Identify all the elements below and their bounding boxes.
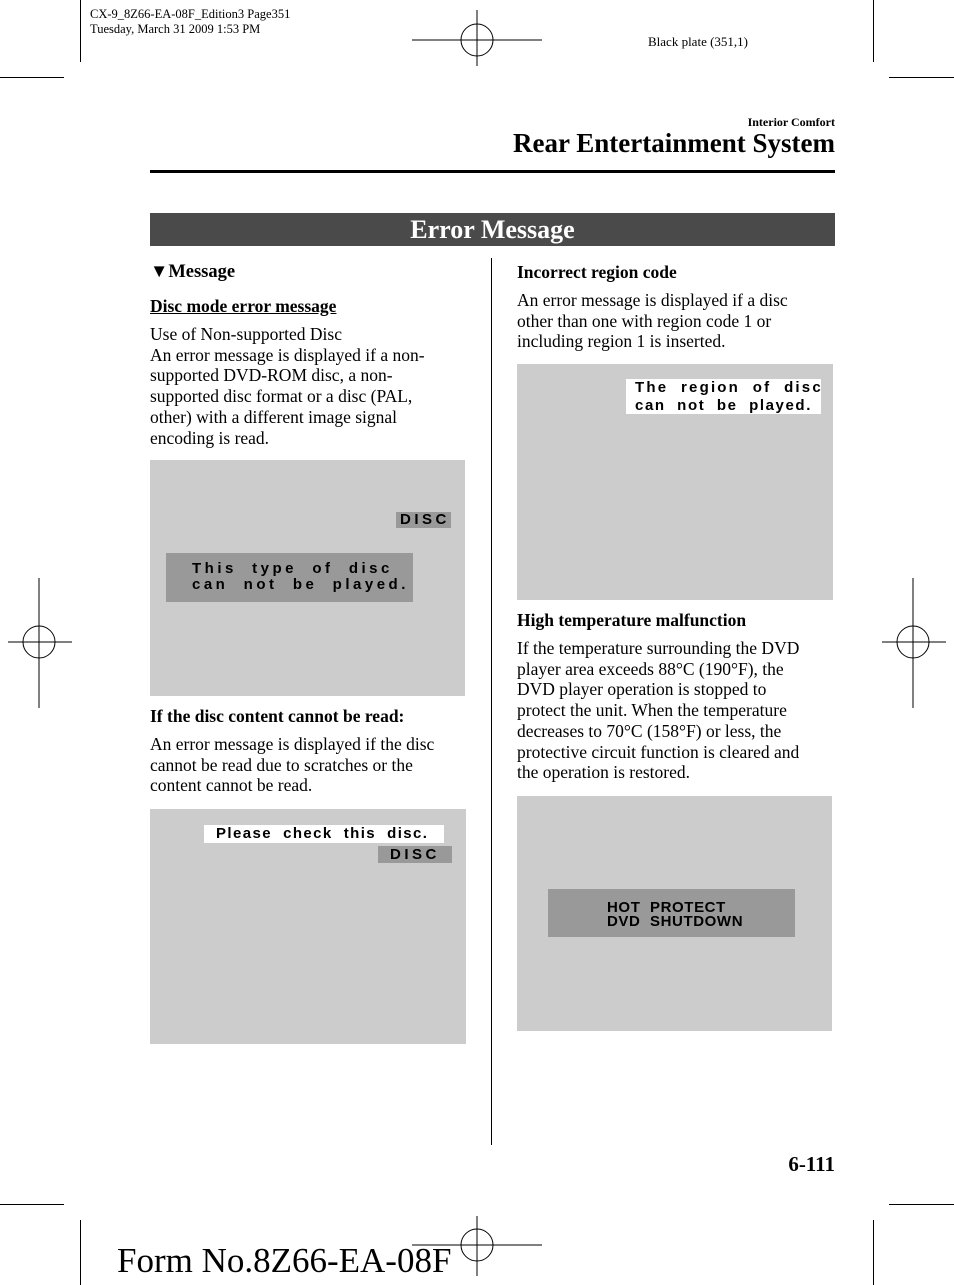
crop-mark <box>889 77 954 78</box>
page-banner: Error Message <box>150 213 835 246</box>
screen-region-error <box>517 364 833 600</box>
content-paragraph <box>150 734 480 796</box>
osd-message-line: The region of disc <box>635 379 823 396</box>
section-category: Interior Comfort <box>747 115 835 129</box>
osd-message-line: DVD SHUTDOWN <box>607 913 744 930</box>
print-metadata <box>90 7 290 37</box>
temperature-paragraph <box>517 638 847 783</box>
triangle-down-icon: ▼ <box>150 262 169 282</box>
text-line: protect the unit. When the temperature <box>517 700 787 721</box>
message-heading-label: Message <box>168 262 236 282</box>
text-line: player area exceeds 88°C (190°F), the <box>517 658 784 679</box>
crop-mark <box>0 77 64 78</box>
disc-badge-label: DISC <box>400 511 450 528</box>
registration-mark-icon <box>8 578 72 708</box>
text-line: including region 1 is inserted. <box>517 331 726 352</box>
plate-label: Black plate (351,1) <box>648 34 748 49</box>
disc-mode-heading: Disc mode error message <box>150 296 337 316</box>
page-number: 6-111 <box>788 1152 835 1176</box>
text-line: An error message is displayed if the disc <box>150 734 435 754</box>
crop-mark <box>889 1204 954 1205</box>
screen-unsupported-disc <box>150 460 465 696</box>
registration-mark-icon <box>882 578 946 708</box>
temperature-heading: High temperature malfunction <box>517 610 747 630</box>
text-line: protective circuit function is cleared and <box>517 741 800 762</box>
print-date-line: Tuesday, March 31 2009 1:53 PM <box>90 22 261 36</box>
crop-mark <box>873 0 874 62</box>
text-line: the operation is restored. <box>517 762 691 783</box>
crop-mark <box>80 0 81 62</box>
crop-mark <box>873 1220 874 1285</box>
text-line: encoding is read. <box>150 427 270 448</box>
osd-message-line: This type of disc <box>192 560 393 577</box>
text-line: An error message is displayed if a disc <box>517 290 788 310</box>
text-line: If the temperature surrounding the DVD <box>517 638 800 658</box>
crop-mark <box>0 1204 64 1205</box>
column-divider <box>491 258 492 1145</box>
crop-mark <box>80 1220 81 1285</box>
form-number: Form No.8Z66-EA-08F <box>117 1241 452 1280</box>
text-line: An error message is displayed if a non- <box>150 344 425 365</box>
text-line: supported disc format or a disc (PAL, <box>150 386 413 407</box>
region-heading: Incorrect region code <box>517 262 677 282</box>
content-heading: If the disc content cannot be read: <box>150 706 405 726</box>
text-line: decreases to 70°C (158°F) or less, the <box>517 720 782 741</box>
text-line: other) with a different image signal <box>150 406 398 427</box>
text-line: DVD player operation is stopped to <box>517 679 767 700</box>
text-line: content cannot be read. <box>150 775 313 796</box>
disc-mode-paragraph <box>150 324 470 448</box>
osd-message-line: Please check this disc. <box>216 825 429 842</box>
print-job-line: CX-9_8Z66-EA-08F_Edition3 Page351 <box>90 7 291 21</box>
screen-hot-protect <box>517 796 832 1031</box>
text-line: Use of Non-supported Disc <box>150 324 342 344</box>
osd-message-line: HOT PROTECT <box>607 899 726 916</box>
section-title: Rear Entertainment System <box>513 128 835 158</box>
text-line: cannot be read due to scratches or the <box>150 754 413 775</box>
text-line: supported DVD-ROM disc, a non- <box>150 365 393 386</box>
message-heading <box>150 262 235 283</box>
screen-check-disc <box>150 809 466 1044</box>
header-rule <box>150 170 835 173</box>
region-paragraph <box>517 290 837 352</box>
registration-mark-icon <box>412 10 542 66</box>
text-line: other than one with region code 1 or <box>517 310 772 331</box>
disc-badge-label: DISC <box>390 846 440 863</box>
osd-message-line: can not be played. <box>192 576 409 593</box>
osd-message-line: can not be played. <box>635 397 812 414</box>
